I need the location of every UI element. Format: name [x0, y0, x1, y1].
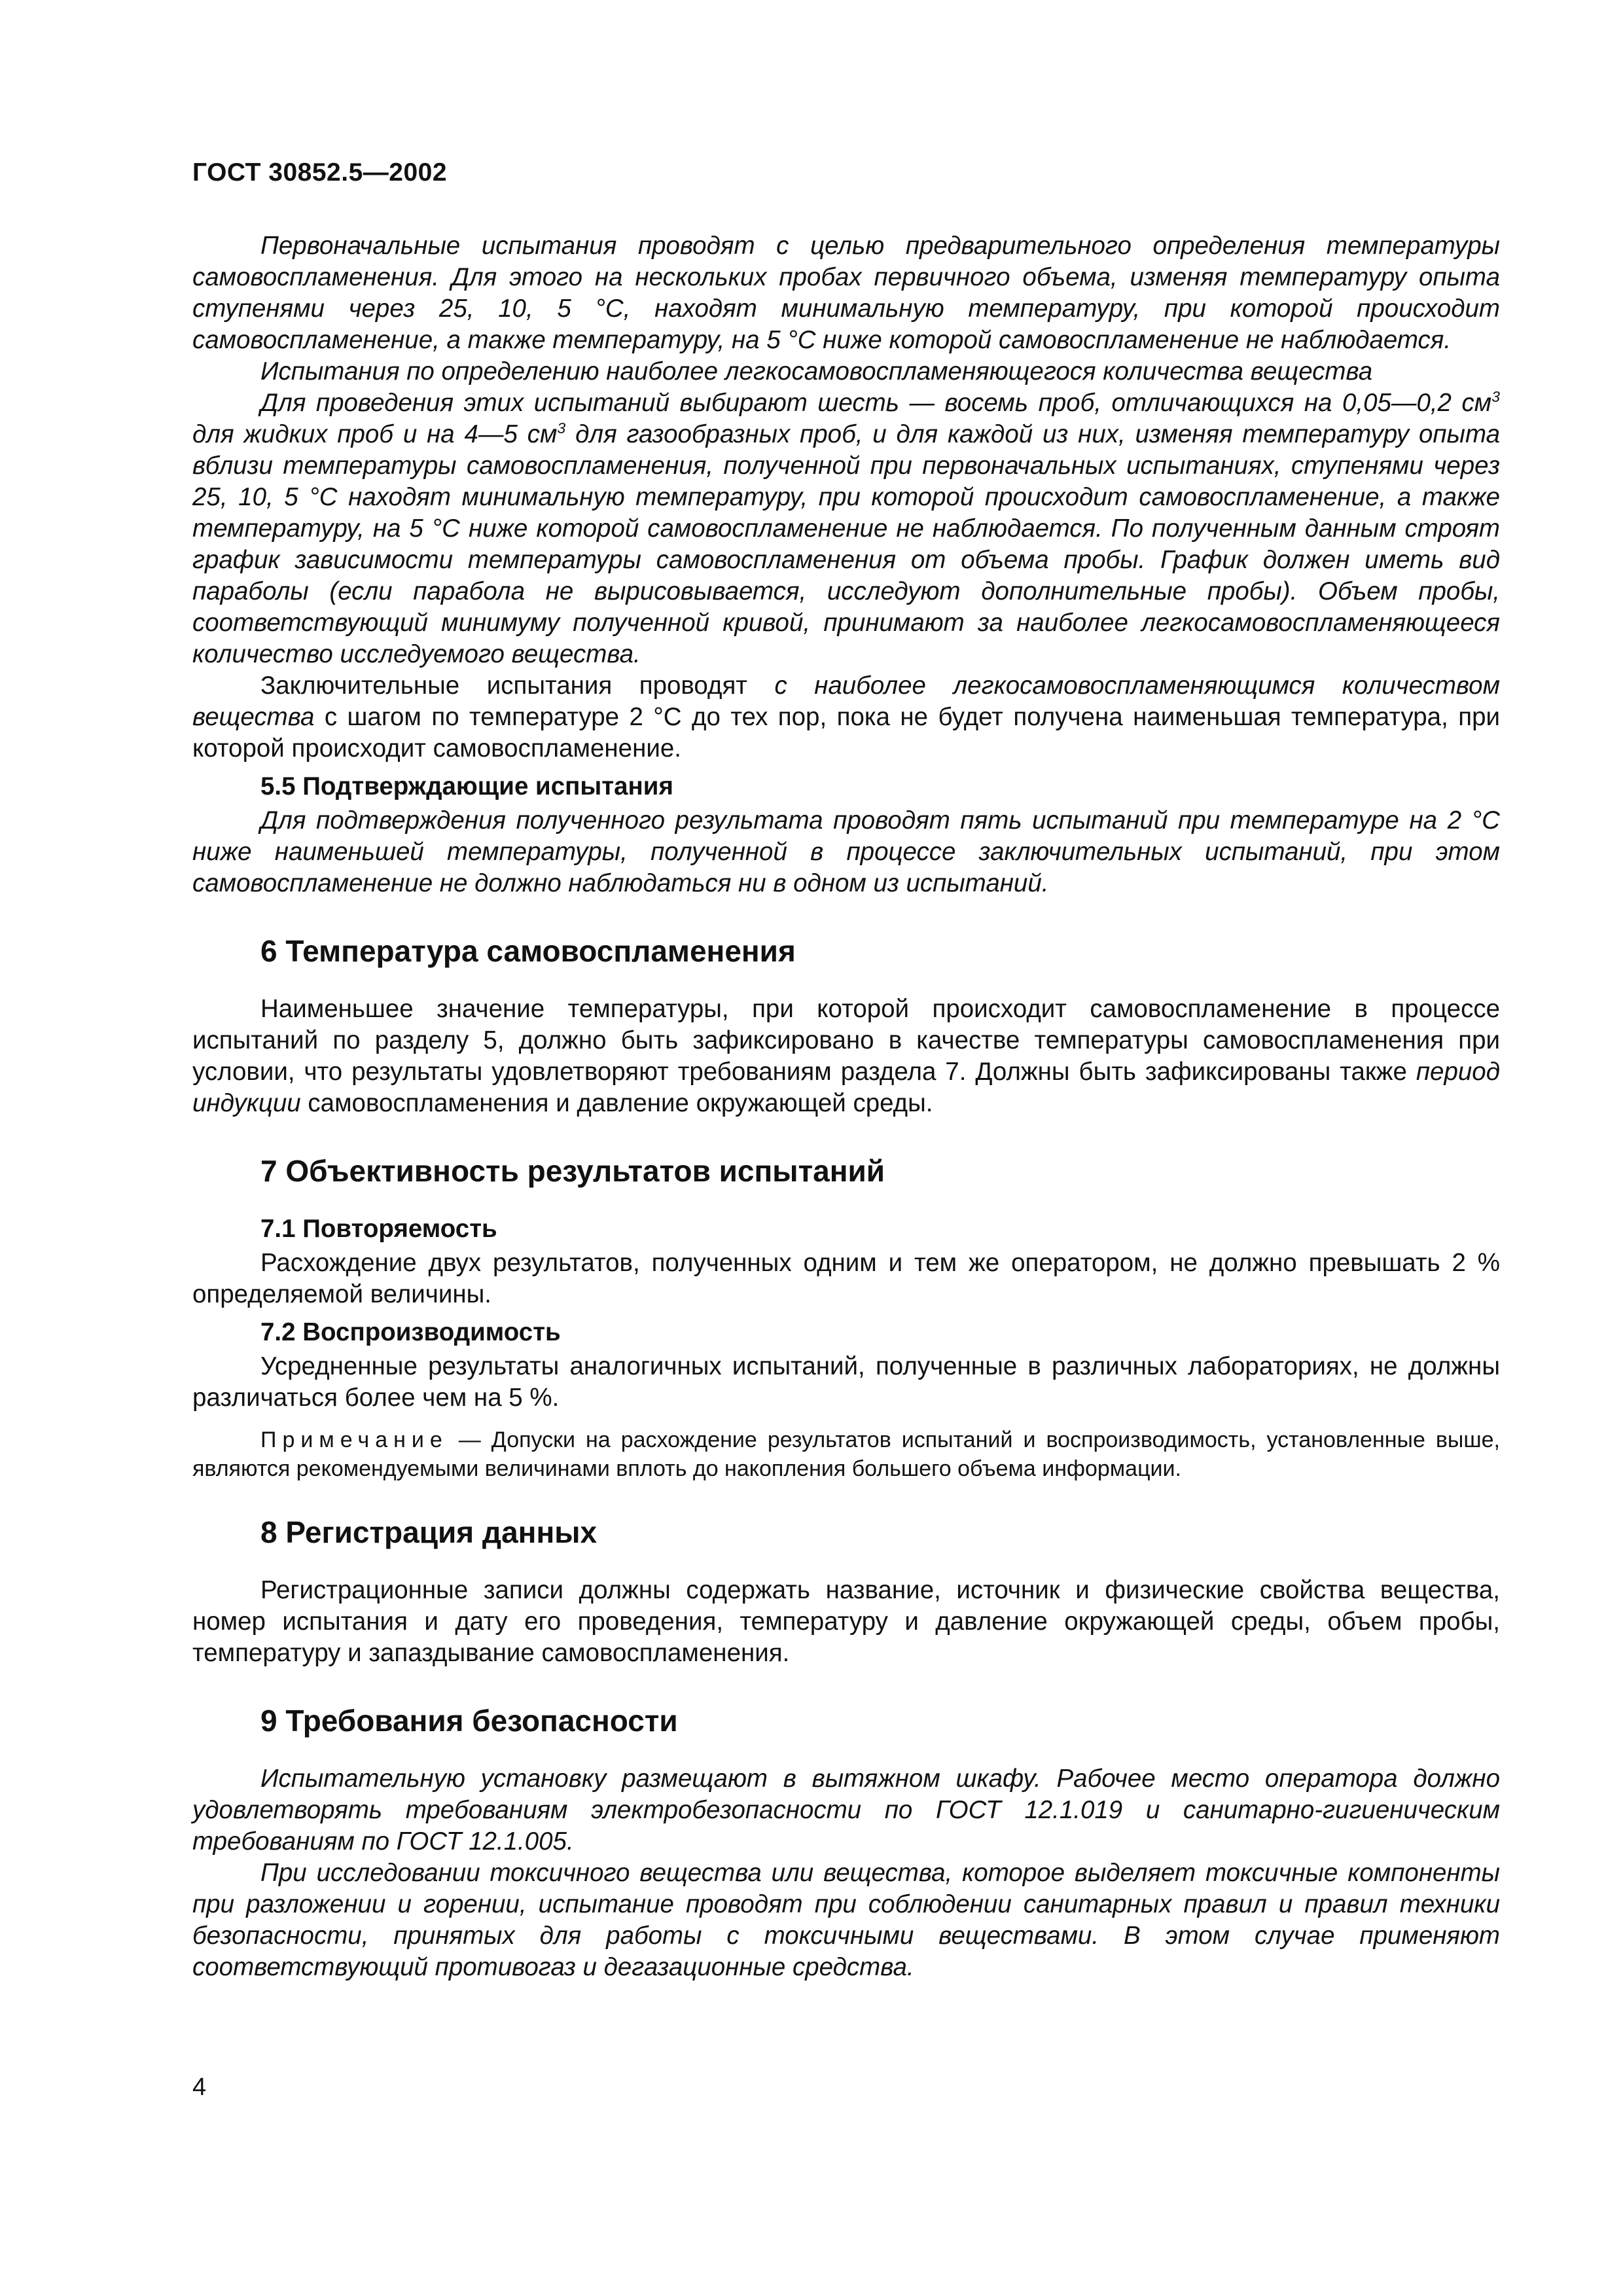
document-body [192, 230, 1500, 1983]
paragraph-confirmation-tests: Для подтверждения полученного результата проводят пять испытаний при температуре на 2 °С ниже наименьшей температуры, полученной в процессе заключительных испытаний, при этом самовоспламенение не должно наблюдаться ни в одном из испытаний. [192, 806, 1500, 897]
text-segment: Заключительные испытания проводят [260, 672, 775, 700]
paragraph-final-tests [192, 670, 1500, 764]
note-label: Примечание [260, 1427, 448, 1452]
text-segment: Наименьшее значение температуры, при которой происходит самовоспламенение в процессе испытаний по разделу 5, должно быть зафиксировано в качестве температуры самовоспламенения при условии, что результаты удовлетворяют требованиям раздела 7. Должны быть зафиксированы также [192, 995, 1500, 1086]
paragraph-safety-setup: Испытательную установку размещают в вытяжном шкафу. Рабочее место оператора должно удовлетворять требованиям электробезопасности по ГОСТ 12.1.019 и санитарно-гигиеническим требованиям по ГОСТ 12.1.005. [192, 1765, 1500, 1856]
standard-designation: ГОСТ 30852.5—2002 [192, 158, 448, 187]
section-heading-7: 7 Объективность результатов испытаний [260, 1154, 885, 1188]
subsection-heading-7-1: 7.1 Повторяемость [260, 1215, 497, 1243]
text-segment: самовоспламенения и давление окружающей среды. [300, 1089, 933, 1117]
subsection-heading-7-2: 7.2 Воспроизводимость [260, 1318, 561, 1346]
note-text: — Допуски на расхождение результатов испытаний и воспроизводимость, установленные выше, являются рекомендуемыми величинами вплоть до накопления большего объема информации. [192, 1427, 1500, 1481]
section-heading-8: 8 Регистрация данных [260, 1515, 597, 1549]
superscript: 3 [1491, 388, 1500, 406]
paragraph-initial-tests: Первоначальные испытания проводят с целью предварительного определения температуры самовоспламенения. Для этого на нескольких пробах первичного объема, изменяя температуру опыта ступенями через 25, 10, 5 °С, находят минимальную температуру, при которой происходит самовоспламенение, а также температуру, на 5 °С ниже которой самовоспламенение не наблюдается. [192, 232, 1500, 354]
paragraph-toxic-substances: При исследовании токсичного вещества или вещества, которое выделяет токсичные компоненты при разложении и горении, испытание проводят при соблюдении санитарных правил и правил техники безопасности, принятых для работы с токсичными веществами. В этом случае применяют соответствующий противогаз и дегазационные средства. [192, 1859, 1500, 1981]
text-segment: Для проведения этих испытаний выбирают шесть — восемь проб, отличающихся на 0,05—0,2 см [260, 389, 1492, 417]
paragraph-most-flammable-quantity-heading: Испытания по определению наиболее легкосамовоспламеняющегося количества вещества [260, 357, 1373, 386]
page-number: 4 [192, 2073, 207, 2101]
emphasis: период индукции [192, 1058, 1500, 1117]
superscript: 3 [557, 420, 566, 437]
paragraph-repeatability: Расхождение двух результатов, полученных одним и тем же оператором, не должно превышать 2 % определяемой величины. [192, 1249, 1500, 1308]
emphasis: с наиболее легкосамовоспламеняющимся количеством вещества [192, 672, 1500, 731]
paragraph-data-registration: Регистрационные записи должны содержать название, источник и физические свойства вещества, номер испытания и дату его проведения, температуру и давление окружающей среды, объем пробы, температуру и запаздывание самовоспламенения. [192, 1576, 1500, 1667]
text-segment: с шагом по температуре 2 °С до тех пор, пока не будет получена наименьшая температура, при которой происходит самовоспламенение. [192, 703, 1500, 762]
text-segment: для газообразных проб, и для каждой из них, изменяя температуру опыта вблизи температуры самовоспламенения, полученной при первоначальных испытаниях, ступенями через 25, 10, 5 °С находят минимальную температуру, при которой происходит самовоспламенение, а также температуру, на 5 °С ниже которой самовоспламенение не наблюдается. По полученным данным строят график зависимости температуры самовоспламенения от объема пробы. График должен иметь вид параболы (если парабола не вырисовывается, исследуют дополнительные пробы). Объем пробы, соответствующий минимуму полученной кривой, принимают за наиболее легкосамовоспламеняющееся количество исследуемого вещества. [192, 420, 1500, 668]
section-heading-6: 6 Температура самовоспламенения [260, 934, 796, 968]
paragraph-sample-selection [192, 387, 1500, 670]
text-segment: для жидких проб и на 4—5 см [192, 420, 558, 448]
paragraph-reproducibility: Усредненные результаты аналогичных испытаний, полученные в различных лабораториях, не должны различаться более чем на 5 %. [192, 1352, 1500, 1412]
section-heading-9: 9 Требования безопасности [260, 1704, 678, 1738]
note [192, 1426, 1500, 1483]
subsection-heading-5-5: 5.5 Подтверждающие испытания [260, 772, 673, 800]
paragraph-autoignition-temperature [192, 994, 1500, 1119]
